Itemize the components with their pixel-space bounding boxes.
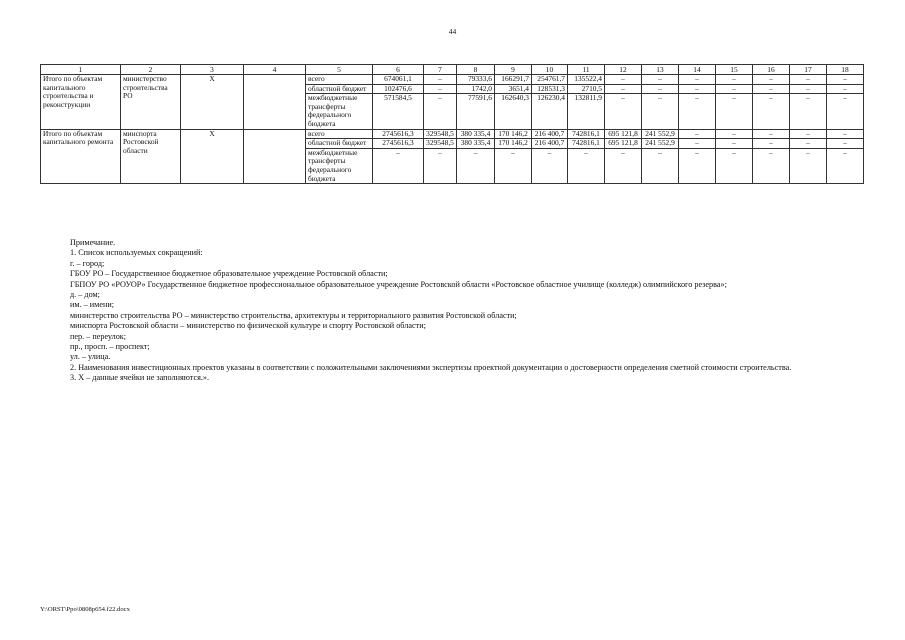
value-cell: 128531,3 [532,84,568,94]
header-cell: 10 [532,65,568,75]
header-cell: 13 [642,65,679,75]
empty-cell [244,129,306,184]
value-cell: – [679,84,716,94]
funding-source-label: областной бюджет [306,84,373,94]
value-cell: – [827,129,864,139]
value-cell: 742816,1 [568,139,605,149]
value-cell: 241 552,9 [642,129,679,139]
value-cell: 1742,0 [457,84,495,94]
header-cell: 16 [753,65,790,75]
value-cell: 216 400,7 [532,129,568,139]
value-cell: – [424,84,457,94]
table-row [41,129,864,139]
value-cell: 2710,5 [568,84,605,94]
value-cell: 695 121,8 [605,129,642,139]
customer-cell: министерство строительства РО [121,75,181,130]
value-cell: 170 146,2 [495,139,532,149]
value-cell: 135522,4 [568,75,605,85]
value-cell: 216 400,7 [532,139,568,149]
value-cell: – [790,148,827,183]
value-cell: – [753,94,790,129]
note-line: 1. Список используемых сокращений: [70,248,203,258]
value-cell: 695 121,8 [605,139,642,149]
value-cell: 380 335,4 [457,139,495,149]
header-cell: 6 [373,65,424,75]
note-line: ГБОУ РО – Государственное бюджетное образовательное учреждение Ростовской области; [70,269,388,279]
col4-cell: Х [181,129,244,184]
note-line: пр., просп. – проспект; [70,342,150,352]
value-cell: – [605,75,642,85]
funding-source-label: межбюджетные трансферты федерального бюджета [306,94,373,129]
value-cell: 162640,3 [495,94,532,129]
value-cell: – [716,129,753,139]
value-cell: 380 335,4 [457,129,495,139]
value-cell: 241 552,9 [642,139,679,149]
value-cell: 254761,7 [532,75,568,85]
header-cell: 4 [244,65,306,75]
value-cell: 79333,6 [457,75,495,85]
value-cell: 102476,6 [373,84,424,94]
value-cell: – [642,148,679,183]
value-cell: – [827,148,864,183]
value-cell: 2745616,3 [373,139,424,149]
object-group-name: Итого по объектам капитального строительства и реконструкции [41,75,121,130]
value-cell: – [790,75,827,85]
footer-file-path: Y:\ORST\Ppo\0808p654.f22.docx [40,606,130,613]
note-line: 2. Наименования инвестиционных проектов указаны в соответствии с положительными заключениями экспертизы проектной документации о достоверности определения сметной стоимости строительства. [70,362,792,372]
value-cell: – [679,139,716,149]
note-line: д. – дом; [70,290,100,300]
value-cell: – [827,75,864,85]
value-cell: – [753,139,790,149]
value-cell: – [827,139,864,149]
value-cell: – [753,129,790,139]
value-cell: – [424,75,457,85]
value-cell: 166291,7 [495,75,532,85]
empty-cell [244,75,306,130]
value-cell: – [790,84,827,94]
header-cell: 17 [790,65,827,75]
value-cell: – [753,148,790,183]
financing-table [40,64,864,184]
header-cell: 18 [827,65,864,75]
funding-source-label: областной бюджет [306,139,373,149]
value-cell: – [790,129,827,139]
value-cell: – [790,139,827,149]
funding-source-label: межбюджетные трансферты федерального бюджета [306,148,373,183]
value-cell: – [642,94,679,129]
value-cell: – [532,148,568,183]
header-row [41,65,864,75]
value-cell: 77591,6 [457,94,495,129]
note-line: пер. – переулок; [70,331,127,341]
note-line: г. – город; [70,258,105,268]
value-cell: – [642,84,679,94]
value-cell: – [679,129,716,139]
funding-source-label: всего [306,129,373,139]
value-cell: 674061,1 [373,75,424,85]
value-cell: – [457,148,495,183]
note-line: минспорта Ростовской области – министерство по физической культуре и спорту Ростовской области; [70,321,426,331]
header-cell: 3 [181,65,244,75]
col4-cell: Х [181,75,244,130]
value-cell: – [827,84,864,94]
value-cell: – [827,94,864,129]
funding-source-label: всего [306,75,373,85]
value-cell: – [605,148,642,183]
page-number: 44 [448,27,457,36]
header-cell: 15 [716,65,753,75]
notes-section [60,238,860,384]
note-heading: Примечание. [70,238,116,247]
header-cell: 7 [424,65,457,75]
value-cell: 170 146,2 [495,129,532,139]
customer-cell: минспорта Ростовской области [121,129,181,184]
value-cell: – [642,75,679,85]
value-cell: – [373,148,424,183]
value-cell: – [716,75,753,85]
object-group-name: Итого по объектам капитального ремонта [41,129,121,184]
value-cell: – [716,84,753,94]
note-line: ГБПОУ РО «РОУОР» Государственное бюджетное профессиональное образовательное учреждение Ростовской области «Ростовское областное училище (колледж) олимпийского резерва»; [70,279,727,289]
value-cell: 132811,9 [568,94,605,129]
value-cell: 571584,5 [373,94,424,129]
value-cell: – [605,84,642,94]
value-cell: 3651,4 [495,84,532,94]
header-cell: 14 [679,65,716,75]
value-cell: – [495,148,532,183]
value-cell: 742816,1 [568,129,605,139]
value-cell: – [568,148,605,183]
value-cell: – [605,94,642,129]
note-line: им. – имени; [70,300,115,310]
header-cell: 12 [605,65,642,75]
value-cell: – [716,139,753,149]
note-line: министерство строительства РО – министерство строительства, архитектуры и территориального развития Ростовской области; [70,310,517,320]
value-cell: – [424,94,457,129]
header-cell: 1 [41,65,121,75]
value-cell: 126230,4 [532,94,568,129]
value-cell: 329548,5 [424,129,457,139]
value-cell: 2745616,3 [373,129,424,139]
value-cell: – [424,148,457,183]
header-cell: 9 [495,65,532,75]
value-cell: – [753,84,790,94]
note-line: 3. Х – данные ячейки не заполняются.». [70,373,210,383]
value-cell: – [716,94,753,129]
value-cell: – [753,75,790,85]
value-cell: – [679,75,716,85]
value-cell: 329548,5 [424,139,457,149]
header-cell: 11 [568,65,605,75]
table-row [41,75,864,85]
value-cell: – [679,148,716,183]
header-cell: 2 [121,65,181,75]
value-cell: – [679,94,716,129]
header-cell: 8 [457,65,495,75]
header-cell: 5 [306,65,373,75]
value-cell: – [790,94,827,129]
note-line: ул. – улица. [70,352,111,362]
value-cell: – [716,148,753,183]
